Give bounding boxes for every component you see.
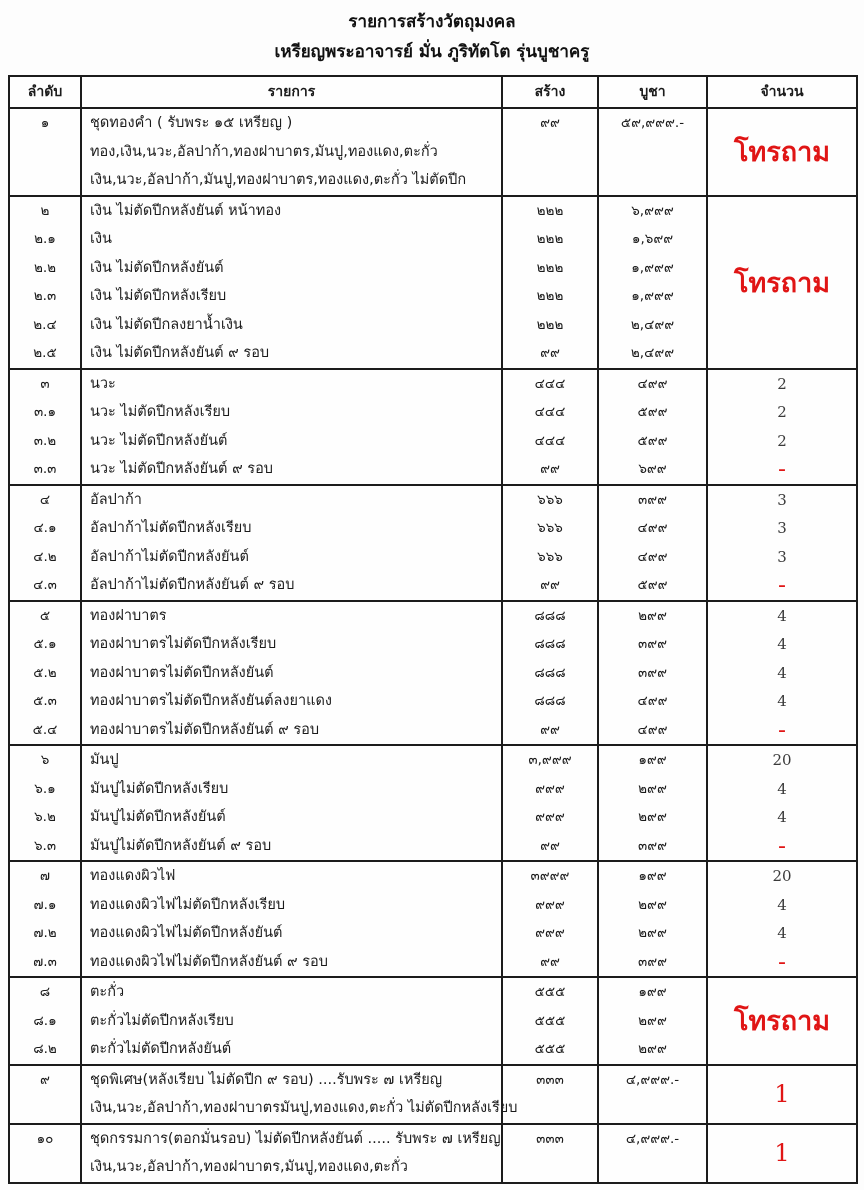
table-row — [10, 976, 856, 1064]
table-row — [10, 107, 856, 195]
order-no: ๗.๑ — [33, 896, 57, 913]
quantity-value: 4 — [777, 895, 787, 914]
made-count: ๓,๙๙๙ — [528, 752, 572, 768]
item-name: นวะ ไม่ตัดปีกหลังยันต์ — [90, 432, 228, 449]
quantity-dash: – — [778, 720, 786, 739]
order-no: ๓.๓ — [33, 461, 57, 477]
order-no: ๗.๓ — [33, 953, 57, 970]
price-value: ๖๙๙ — [638, 461, 667, 477]
price-value: ๒,๔๙๙ — [630, 316, 675, 333]
quantity-value: 3 — [777, 519, 787, 537]
made-count: ๙๙๙ — [535, 925, 565, 941]
made-count: ๙๙๙ — [535, 780, 565, 797]
call-to-ask-label: โทรถาม — [733, 137, 831, 169]
price-value: ๓๙๙ — [637, 491, 667, 508]
price-value: ๑๙๙ — [638, 984, 667, 1000]
order-no: ๑ — [40, 115, 50, 131]
item-name: นวะ ไม่ตัดปีกหลังเรียบ — [90, 404, 231, 420]
order-no: ๒.๑ — [34, 231, 56, 247]
made-count: ๕๕๕ — [534, 1012, 566, 1029]
made-count: ๖๖๖ — [537, 491, 563, 508]
quantity-value: 3 — [777, 547, 787, 566]
price-value: ๓๙๙ — [637, 837, 667, 854]
item-name: อัลปาก้าไม่ตัดปีกหลังยันต์ ๙ รอบ — [90, 577, 295, 593]
item-name: ทอง,เงิน,นวะ,อัลปาก้า,ทองฝาบาตร,มันปู,ทองแดง,ตะกั่ว — [90, 143, 438, 160]
quantity-value: 3 — [777, 490, 787, 509]
quantity-value: 2 — [777, 403, 787, 421]
order-no: ๒ — [40, 202, 50, 219]
price-value: ๑๙๙ — [638, 868, 667, 884]
price-table — [8, 75, 858, 1184]
quantity-value: 1 — [774, 1080, 790, 1108]
price-value: ๒๙๙ — [638, 809, 667, 825]
price-value: ๑,๖๙๙ — [631, 231, 674, 247]
quantity-value: 4 — [777, 606, 787, 625]
item-name: ทองฝาบาตรไม่ตัดปีกหลังยันต์ — [90, 664, 274, 681]
made-count: ๒๒๒ — [536, 231, 564, 247]
item-name: ทองฝาบาตรไม่ตัดปีกหลังยันต์ลงยาแดง — [90, 693, 332, 709]
order-no: ๘ — [39, 984, 51, 1000]
order-no: ๔ — [39, 491, 51, 508]
item-name: เงิน,นวะ,อัลปาก้า,ทองฝาบาตรมันปู,ทองแดง,ตะกั่ว ไม่ตัดปีกหลังเรียบ — [90, 1100, 518, 1116]
price-value: ๔๙๙ — [637, 375, 668, 392]
order-no: ๘.๑ — [33, 1012, 57, 1029]
order-no: ๒.๕ — [33, 345, 57, 361]
call-to-ask-label: โทรถาม — [733, 1006, 831, 1038]
order-no: ๓ — [40, 375, 50, 392]
item-name: มันปูไม่ตัดปีกหลังยันต์ — [90, 809, 226, 825]
order-no: ๔.๒ — [33, 548, 57, 565]
quantity-dash: – — [778, 952, 786, 971]
item-name: เงิน ไม่ตัดปีกหลังยันต์ ๙ รอบ — [90, 345, 270, 361]
item-name: ทองฝาบาตรไม่ตัดปีกหลังยันต์ ๙ รอบ — [90, 721, 320, 738]
made-count: ๘๘๘ — [534, 607, 566, 624]
made-count: ๔๔๔ — [534, 375, 566, 392]
price-value: ๕๙,๙๙๙.- — [620, 115, 685, 131]
item-name: เงิน ไม่ตัดปีกหลังยันต์ — [90, 259, 224, 276]
order-no: ๖.๑ — [34, 780, 56, 797]
made-count: ๘๘๘ — [534, 693, 566, 709]
made-count: ๙๙ — [540, 115, 560, 131]
made-count: ๒๒๒ — [536, 288, 564, 304]
item-name: อัลปาก้าไม่ตัดปีกหลังเรียบ — [90, 520, 252, 536]
made-count: ๙๙ — [540, 837, 560, 854]
price-value: ๔๙๙ — [637, 693, 668, 709]
order-no: ๕ — [39, 607, 51, 624]
item-name: เงิน,นวะ,อัลปาก้า,มันปู,ทองฝาบาตร,ทองแดง,ตะกั่ว ไม่ตัดปีก — [90, 172, 467, 188]
made-count: ๙๙ — [540, 721, 560, 738]
quantity-value: 20 — [772, 751, 792, 769]
made-count: ๕๕๕ — [534, 984, 566, 1000]
price-value: ๖,๙๙๙ — [631, 202, 674, 219]
quantity-value: 2 — [777, 431, 787, 450]
made-count: ๘๘๘ — [534, 636, 566, 652]
quantity-value: 4 — [777, 779, 787, 798]
quantity-dash: – — [778, 460, 786, 478]
item-name: ทองแดงผิวไฟไม่ตัดปีกหลังเรียบ — [90, 896, 286, 913]
table-row — [10, 484, 856, 600]
price-value: ๒๙๙ — [638, 607, 667, 624]
order-no — [10, 1153, 80, 1182]
order-no: ๑๐ — [36, 1130, 54, 1147]
call-to-ask-label: โทรถาม — [733, 267, 831, 299]
item-name: มันปูไม่ตัดปีกหลังเรียบ — [90, 780, 229, 797]
quantity-dash: – — [778, 836, 786, 855]
item-name: อัลปาก้า — [90, 491, 142, 508]
order-no: ๖.๓ — [33, 837, 57, 854]
item-name: เงิน,นวะ,อัลปาก้า,ทองฝาบาตร,มันปู,ทองแดง,ตะกั่ว — [90, 1159, 408, 1175]
item-name: ทองฝาบาตรไม่ตัดปีกหลังเรียบ — [90, 636, 277, 652]
order-no: ๒.๔ — [33, 316, 57, 333]
order-no: ๒.๒ — [33, 259, 57, 276]
order-no: ๓.๑ — [33, 404, 57, 420]
order-no: ๕.๑ — [33, 636, 57, 652]
col-header-item: รายการ — [80, 77, 501, 107]
made-count: ๙๙ — [540, 577, 560, 593]
made-count: ๖๖๖ — [537, 548, 563, 565]
price-value: ๑,๙๙๙ — [631, 259, 674, 276]
col-header-price: บูชา — [597, 77, 706, 107]
order-no: ๙ — [40, 1071, 50, 1088]
order-no: ๗ — [39, 868, 51, 884]
quantity-value: 2 — [777, 374, 787, 393]
item-name: อัลปาก้าไม่ตัดปีกหลังยันต์ — [90, 548, 249, 565]
price-value: ๔๙๙ — [637, 721, 668, 738]
order-no: ๕.๒ — [33, 664, 57, 681]
price-value: ๕๙๙ — [637, 577, 668, 593]
price-value: ๒๙๙ — [638, 780, 667, 797]
table-row — [10, 1123, 856, 1182]
table-row — [10, 368, 856, 484]
price-value: ๑,๙๙๙ — [631, 288, 674, 304]
order-no — [10, 138, 80, 167]
made-count: ๕๕๕ — [534, 1041, 566, 1057]
made-count: ๙๙ — [540, 953, 560, 970]
item-name: นวะ ไม่ตัดปีกหลังยันต์ ๙ รอบ — [90, 461, 274, 477]
made-count: ๘๘๘ — [534, 664, 566, 681]
made-count: ๙๙๙ — [535, 896, 565, 913]
price-value: ๒๙๙ — [638, 1041, 667, 1057]
item-name: เงิน — [90, 231, 112, 247]
item-name: ทองแดงผิวไฟไม่ตัดปีกหลังยันต์ ๙ รอบ — [90, 953, 328, 970]
made-count: ๖๖๖ — [537, 520, 563, 536]
quantity-value: 4 — [777, 924, 787, 942]
quantity-value: 20 — [772, 867, 792, 885]
price-value: ๓๙๙ — [637, 664, 667, 681]
item-name: ทองแดงผิวไฟไม่ตัดปีกหลังยันต์ — [90, 925, 283, 941]
col-header-order: ลำดับ — [27, 84, 63, 100]
quantity-value: 4 — [777, 808, 787, 826]
made-count: ๒๒๒ — [536, 259, 564, 276]
order-no: ๕.๔ — [32, 721, 58, 738]
made-count: ๓๓๓ — [536, 1130, 564, 1147]
table-row — [10, 1064, 856, 1123]
item-name: ชุดทองคำ ( รับพระ ๑๕ เหรียญ ) — [90, 115, 293, 131]
item-name: เงิน ไม่ตัดปีกลงยาน้ำเงิน — [90, 316, 243, 333]
item-name: เงิน ไม่ตัดปีกหลังเรียบ — [90, 288, 227, 304]
col-header-qty: จำนวน — [706, 77, 856, 107]
order-no: ๗.๒ — [33, 925, 57, 941]
item-name: ตะกั่วไม่ตัดปีกหลังเรียบ — [90, 1012, 234, 1029]
made-count: ๔๔๔ — [534, 432, 566, 449]
order-no: ๖ — [40, 752, 50, 768]
order-no: ๕.๓ — [33, 693, 57, 709]
price-value: ๒๙๙ — [638, 896, 667, 913]
price-value: ๓๙๙ — [637, 953, 667, 970]
quantity-value: 4 — [777, 663, 787, 682]
doc-title-line1: รายการสร้างวัตถุมงคล — [348, 12, 516, 32]
item-name: ทองฝาบาตร — [90, 607, 167, 624]
made-count: ๓๙๙๙ — [530, 868, 570, 884]
quantity-value: 4 — [777, 635, 787, 653]
item-name: ชุดกรรมการ(ตอกมั่นรอบ) ไม่ตัดปีกหลังยันต์ ..... รับพระ ๗ เหรียญ — [90, 1130, 501, 1147]
made-count: ๔๔๔ — [534, 404, 566, 420]
order-no — [10, 166, 80, 195]
price-value: ๑๙๙ — [638, 752, 667, 768]
doc-title-line2: เหรียญพระอาจารย์ มั่น ภูริทัตโต รุ่นบูชาครู — [274, 42, 590, 62]
table-row — [10, 600, 856, 745]
item-name: ชุดพิเศษ(หลังเรียบ ไม่ตัดปีก ๙ รอบ) ....รับพระ ๗ เหรียญ — [90, 1071, 443, 1088]
item-name: มันปู — [90, 752, 119, 768]
price-value: ๕๙๙ — [637, 432, 668, 449]
made-count: ๒๒๒ — [536, 316, 564, 333]
price-value: ๔,๙๙๙.- — [625, 1071, 680, 1088]
order-no: ๓.๒ — [33, 432, 57, 449]
table-row — [10, 195, 856, 368]
quantity-value: 4 — [777, 692, 787, 710]
order-no: ๔.๓ — [33, 577, 57, 593]
item-name: มันปูไม่ตัดปีกหลังยันต์ ๙ รอบ — [90, 837, 272, 854]
price-value: ๒๙๙ — [638, 925, 667, 941]
price-value: ๕๙๙ — [637, 404, 668, 420]
made-count: ๒๒๒ — [536, 202, 564, 219]
order-no: ๖.๒ — [34, 809, 56, 825]
col-header-made: สร้าง — [501, 77, 597, 107]
item-name: ตะกั่ว — [90, 984, 125, 1000]
order-no — [10, 1094, 80, 1123]
table-row — [10, 860, 856, 976]
document-header — [0, 0, 864, 67]
price-value: ๔๙๙ — [637, 520, 668, 536]
quantity-dash: – — [778, 576, 786, 594]
price-value: ๔,๙๙๙.- — [625, 1130, 680, 1147]
order-no: ๒.๓ — [33, 288, 57, 304]
item-name: นวะ — [90, 375, 116, 392]
item-name: เงิน ไม่ตัดปีกหลังยันต์ หน้าทอง — [90, 202, 282, 219]
made-count: ๓๓๓ — [536, 1071, 564, 1088]
order-no: ๔.๑ — [33, 520, 57, 536]
made-count: ๙๙ — [540, 345, 560, 361]
price-value: ๒๙๙ — [638, 1012, 667, 1029]
item-name: ตะกั่วไม่ตัดปีกหลังยันต์ — [90, 1041, 232, 1057]
made-count: ๙๙ — [540, 461, 560, 477]
order-no: ๘.๒ — [33, 1041, 57, 1057]
price-value: ๒,๔๙๙ — [630, 345, 675, 361]
price-value: ๔๙๙ — [637, 548, 668, 565]
table-row — [10, 744, 856, 860]
made-count: ๙๙๙ — [535, 809, 565, 825]
price-value: ๓๙๙ — [637, 636, 667, 652]
item-name: ทองแดงผิวไฟ — [90, 868, 176, 884]
table-header-row — [10, 77, 856, 107]
quantity-value: 1 — [774, 1139, 790, 1167]
